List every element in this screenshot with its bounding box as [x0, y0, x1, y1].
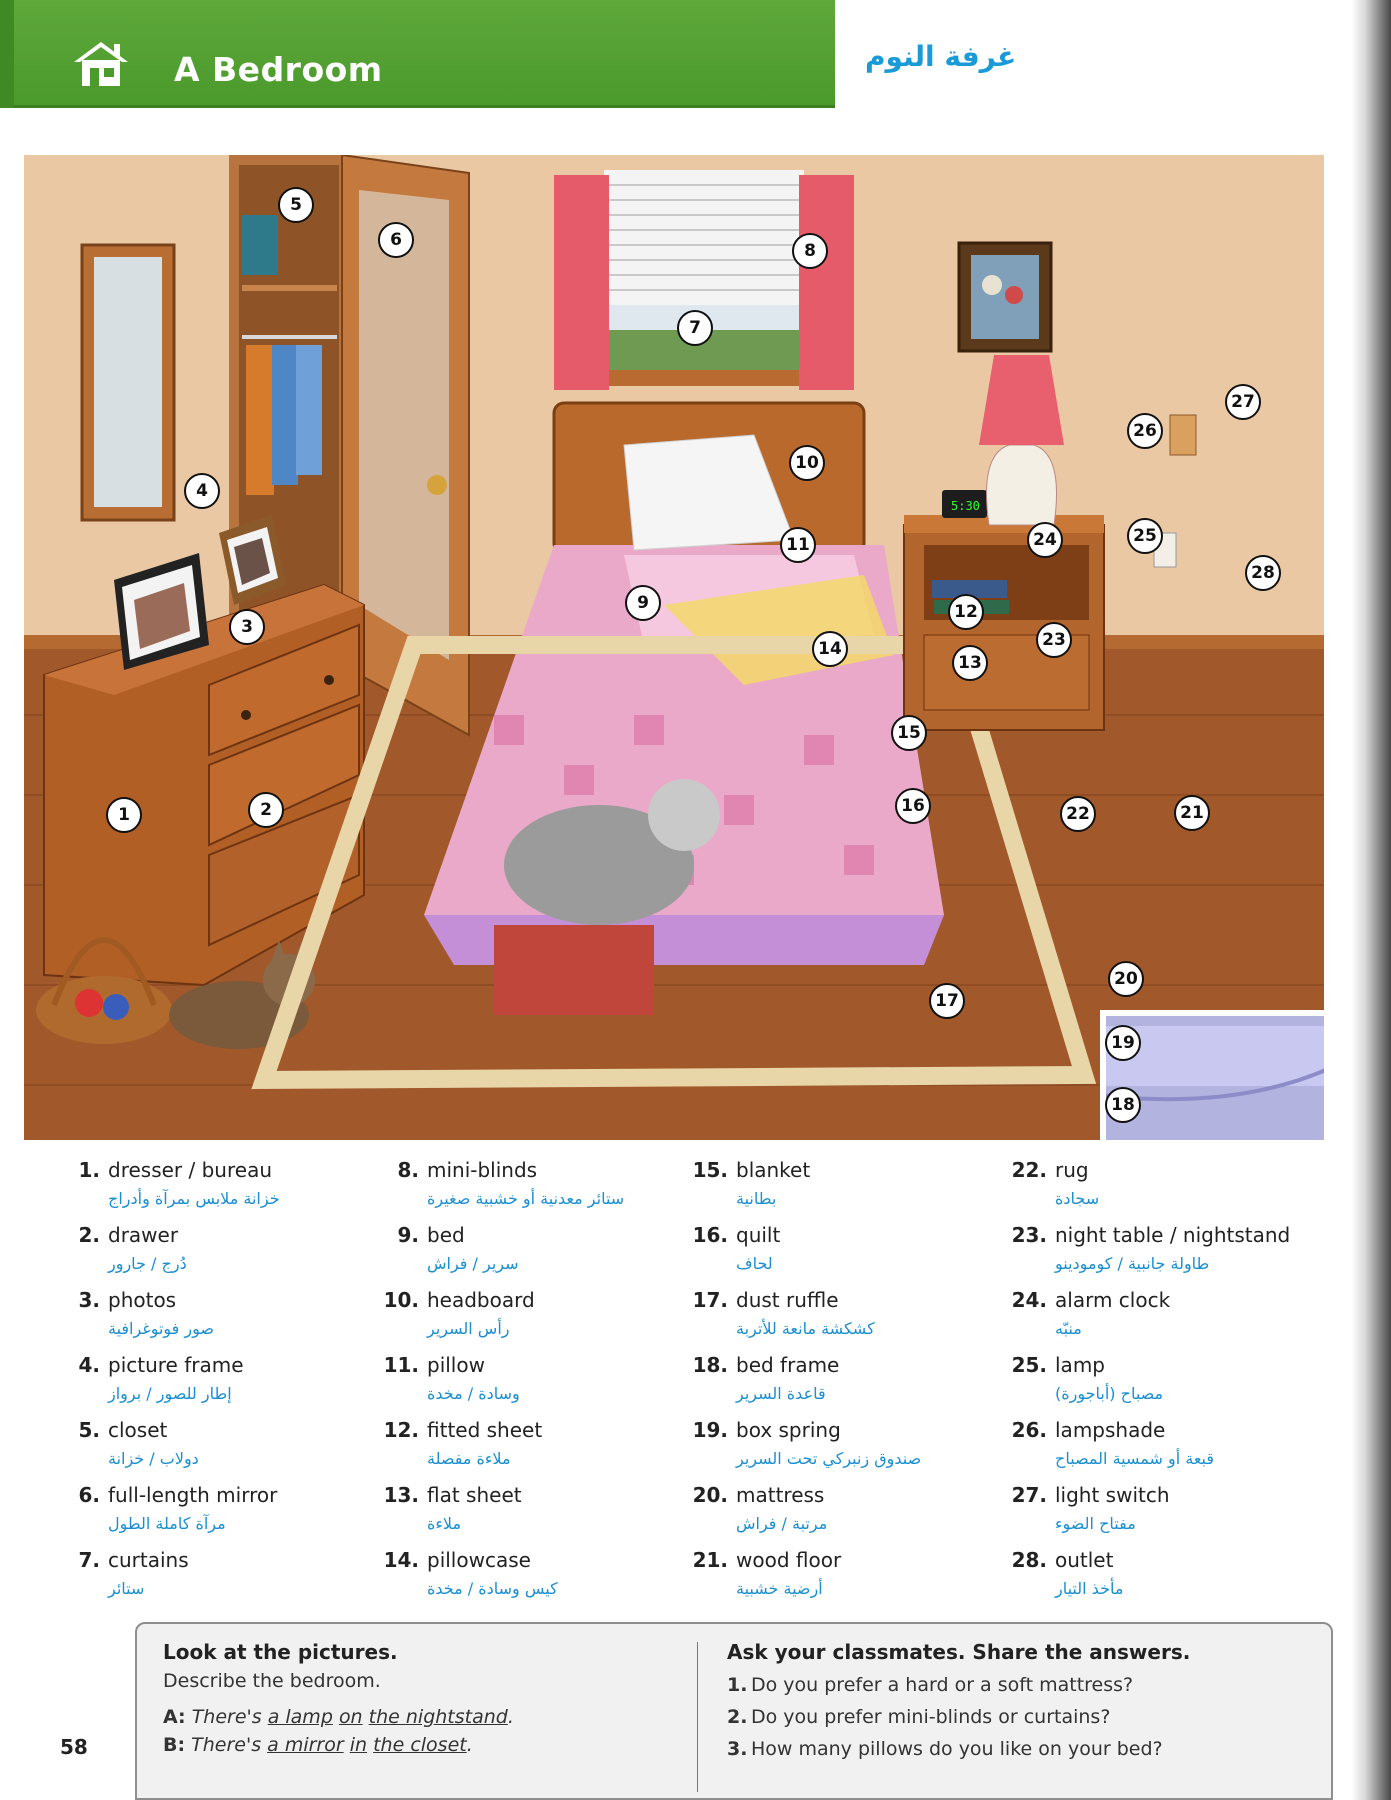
vocab-word: blanket [736, 1158, 811, 1182]
dialog-a-text: There's [191, 1706, 268, 1728]
light-switch [1170, 415, 1196, 455]
vocab-number: 12. [383, 1418, 419, 1442]
vocab-arabic: لحاف [736, 1254, 773, 1273]
vocab-number: 1. [78, 1158, 100, 1182]
vocab-number: 13. [383, 1483, 419, 1507]
woman-legs [494, 925, 654, 1015]
vocab-word: curtains [108, 1548, 189, 1572]
vocab-word: light switch [1055, 1483, 1170, 1507]
callout-2: 2 [248, 792, 284, 828]
vocab-number: 21. [692, 1548, 728, 1572]
vocab-arabic: دُرج / جارور [108, 1254, 187, 1273]
question-number: 3. [727, 1738, 748, 1760]
vocab-word: fitted sheet [427, 1418, 543, 1442]
vocab-number: 16. [692, 1223, 728, 1247]
vocab-number: 2. [78, 1223, 100, 1247]
activity-left-instruction: Describe the bedroom. [163, 1670, 381, 1692]
vocab-word: drawer [108, 1223, 179, 1247]
callout-9: 9 [625, 585, 661, 621]
page-title: A Bedroom [174, 50, 383, 89]
dialog-b-period: . [466, 1734, 473, 1756]
vocab-word: wood floor [736, 1548, 842, 1572]
question-text: Do you prefer a hard or a soft mattress? [751, 1674, 1134, 1696]
dialog-a-object: a lamp [267, 1706, 333, 1728]
vocab-number: 22. [1011, 1158, 1047, 1182]
callout-13: 13 [952, 645, 988, 681]
vocab-word: alarm clock [1055, 1288, 1171, 1312]
vocab-arabic: مأخذ التيار [1055, 1579, 1124, 1598]
question-item [727, 1706, 1287, 1728]
dialog-b-object: a mirror [267, 1734, 344, 1756]
dialog-a-period: . [507, 1706, 514, 1728]
vocab-item [684, 1418, 984, 1483]
activity-questions [727, 1640, 1287, 1760]
callout-21: 21 [1174, 795, 1210, 831]
callout-14: 14 [812, 631, 848, 667]
callout-11: 11 [780, 527, 816, 563]
vocab-word: box spring [736, 1418, 841, 1442]
curtain-right [799, 175, 854, 390]
vocab-arabic: دولاب / خزانة [108, 1449, 199, 1468]
vocab-item [375, 1353, 675, 1418]
door-knob [427, 475, 447, 495]
dialog-a-speaker: A: [163, 1706, 186, 1728]
vocab-arabic: مفتاح الضوء [1055, 1514, 1136, 1533]
vocab-item [684, 1223, 984, 1288]
vocab-item [1003, 1288, 1303, 1353]
vocab-word: lampshade [1055, 1418, 1166, 1442]
alarm-clock-display: 5:30 [951, 499, 980, 513]
vocab-item [56, 1418, 356, 1483]
callout-16: 16 [895, 788, 931, 824]
window-sill [584, 370, 824, 386]
vocab-item [56, 1548, 356, 1613]
vocab-arabic: أرضية خشبية [736, 1579, 823, 1598]
vocab-word: full-length mirror [108, 1483, 278, 1507]
vocab-word: closet [108, 1418, 168, 1442]
activity-describe [163, 1640, 683, 1756]
vocab-number: 11. [383, 1353, 419, 1377]
vocab-item [375, 1548, 675, 1613]
activity-divider [697, 1642, 698, 1792]
question-number: 2. [727, 1706, 748, 1728]
callout-27: 27 [1225, 384, 1261, 420]
callout-28: 28 [1245, 555, 1281, 591]
vocab-arabic: ملاءة مفصلة [427, 1449, 511, 1468]
vocab-item [375, 1418, 675, 1483]
vocab-number: 19. [692, 1418, 728, 1442]
dialog-b-place: the closet [373, 1734, 467, 1756]
vocab-arabic: كيس وسادة / مخدة [427, 1579, 558, 1598]
callout-5: 5 [278, 187, 314, 223]
vocab-number: 25. [1011, 1353, 1047, 1377]
vocabulary-column-1 [56, 1158, 356, 1613]
callout-6: 6 [378, 222, 414, 258]
dialog-line-b [163, 1734, 683, 1756]
dialog-line-a [163, 1706, 683, 1728]
vocab-item [1003, 1418, 1303, 1483]
vocab-word: headboard [427, 1288, 535, 1312]
page-title-arabic: غرفة النوم [865, 40, 1017, 73]
vocab-arabic: سرير / فراش [427, 1254, 519, 1273]
wall-mirror-glass [94, 257, 162, 507]
vocab-arabic: قبعة أو شمسية المصباح [1055, 1449, 1215, 1468]
header-accent-strip [0, 0, 14, 108]
vocab-number: 14. [383, 1548, 419, 1572]
vocab-item [684, 1158, 984, 1223]
painting [971, 255, 1039, 339]
vocab-item [1003, 1158, 1303, 1223]
callout-7: 7 [677, 310, 713, 346]
callout-20: 20 [1108, 961, 1144, 997]
callout-18: 18 [1105, 1087, 1141, 1123]
vocab-number: 18. [692, 1353, 728, 1377]
vocab-word: pillowcase [427, 1548, 531, 1572]
vocab-word: night table / nightstand [1055, 1223, 1291, 1247]
vocab-item [56, 1223, 356, 1288]
vocab-arabic: مصباح (أباجورة) [1055, 1384, 1164, 1403]
vocabulary-column-4 [1003, 1158, 1303, 1613]
woman-head [648, 779, 720, 851]
vocab-number: 20. [692, 1483, 728, 1507]
callout-3: 3 [229, 609, 265, 645]
vocabulary-list [0, 1158, 1391, 1608]
vocab-arabic: كشكشة مانعة للأتربة [736, 1319, 875, 1338]
vocab-arabic: إطار للصور / برواز [108, 1384, 232, 1403]
vocab-number: 9. [397, 1223, 419, 1247]
question-item [727, 1674, 1287, 1696]
activity-right-heading: Ask your classmates. Share the answers. [727, 1640, 1191, 1664]
question-text: Do you prefer mini-blinds or curtains? [751, 1706, 1111, 1728]
section-header-banner [0, 0, 835, 108]
vocab-word: bed [427, 1223, 465, 1247]
vocab-arabic: ملاءة [427, 1514, 462, 1533]
vocab-word: picture frame [108, 1353, 244, 1377]
vocab-number: 17. [692, 1288, 728, 1312]
bedroom-illustration [24, 155, 1324, 1140]
vocab-number: 15. [692, 1158, 728, 1182]
vocab-arabic: رأس السرير [427, 1319, 510, 1338]
vocab-number: 24. [1011, 1288, 1047, 1312]
vocab-item [375, 1288, 675, 1353]
vocab-item [375, 1223, 675, 1288]
vocab-number: 4. [78, 1353, 100, 1377]
question-text: How many pillows do you like on your bed? [751, 1738, 1163, 1760]
vocab-word: rug [1055, 1158, 1089, 1182]
vocab-item [1003, 1223, 1303, 1288]
vocab-number: 5. [78, 1418, 100, 1442]
vocab-number: 6. [78, 1483, 100, 1507]
callout-4: 4 [184, 473, 220, 509]
dialog-b-speaker: B: [163, 1734, 186, 1756]
vocab-word: flat sheet [427, 1483, 522, 1507]
question-number: 1. [727, 1674, 748, 1696]
dialog-a-preposition: on [338, 1706, 363, 1728]
vocab-item [684, 1548, 984, 1613]
vocab-word: quilt [736, 1223, 781, 1247]
callout-26: 26 [1127, 413, 1163, 449]
activity-left-heading: Look at the pictures. [163, 1640, 398, 1664]
vocab-word: lamp [1055, 1353, 1105, 1377]
vocab-item [684, 1288, 984, 1353]
vocab-number: 28. [1011, 1548, 1047, 1572]
dialog-b-text: There's [191, 1734, 268, 1756]
curtain-left [554, 175, 609, 390]
vocab-arabic: مرآة كاملة الطول [108, 1514, 226, 1533]
vocab-item [684, 1483, 984, 1548]
vocab-number: 26. [1011, 1418, 1047, 1442]
callout-19: 19 [1105, 1025, 1141, 1061]
dialog-a-place: the nightstand [368, 1706, 508, 1728]
vocab-item [684, 1353, 984, 1418]
dialog-b-preposition: in [349, 1734, 368, 1756]
vocab-arabic: مرتبة / فراش [736, 1514, 828, 1533]
vocab-item [56, 1483, 356, 1548]
vocab-item [56, 1353, 356, 1418]
vocab-item [375, 1158, 675, 1223]
callout-17: 17 [929, 983, 965, 1019]
vocab-item [1003, 1548, 1303, 1613]
full-length-mirror [359, 190, 449, 660]
vocab-number: 7. [78, 1548, 100, 1572]
vocab-word: dresser / bureau [108, 1158, 272, 1182]
vocab-number: 8. [397, 1158, 419, 1182]
vocab-word: mini-blinds [427, 1158, 538, 1182]
vocab-number: 27. [1011, 1483, 1047, 1507]
vocab-item [56, 1158, 356, 1223]
vocabulary-column-2 [375, 1158, 675, 1613]
vocab-word: dust ruffle [736, 1288, 839, 1312]
vocab-arabic: سجادة [1055, 1189, 1100, 1208]
vocab-arabic: ستائر [108, 1579, 145, 1598]
callout-23: 23 [1036, 622, 1072, 658]
vocab-arabic: بطانية [736, 1189, 777, 1208]
vocab-arabic: وسادة / مخدة [427, 1384, 520, 1403]
vocabulary-column-3 [684, 1158, 984, 1613]
page-number: 58 [60, 1735, 88, 1759]
callout-25: 25 [1127, 518, 1163, 554]
vocab-arabic: طاولة جانبية / كومودينو [1055, 1254, 1210, 1273]
callout-24: 24 [1027, 522, 1063, 558]
vocab-arabic: قاعدة السرير [736, 1384, 826, 1403]
vocab-arabic: ستائر معدنية أو خشبية صغيرة [427, 1189, 625, 1208]
vocab-word: mattress [736, 1483, 825, 1507]
callout-12: 12 [948, 594, 984, 630]
vocab-arabic: منبّه [1055, 1319, 1082, 1338]
vocab-item [1003, 1483, 1303, 1548]
question-item [727, 1738, 1287, 1760]
vocab-item [375, 1483, 675, 1548]
vocab-word: photos [108, 1288, 177, 1312]
vocab-arabic: صندوق زنبركي تحت السرير [736, 1449, 922, 1468]
vocab-item [56, 1288, 356, 1353]
activity-box [135, 1622, 1333, 1800]
lamp-base [987, 445, 1057, 525]
callout-22: 22 [1060, 796, 1096, 832]
vocab-word: pillow [427, 1353, 485, 1377]
callout-10: 10 [789, 445, 825, 481]
callout-15: 15 [891, 715, 927, 751]
lampshade [979, 355, 1064, 445]
vocab-arabic: خزانة ملابس بمرآة وأدراج [108, 1189, 280, 1208]
vocab-number: 3. [78, 1288, 100, 1312]
callout-8: 8 [792, 233, 828, 269]
vocab-word: bed frame [736, 1353, 840, 1377]
vocab-number: 23. [1011, 1223, 1047, 1247]
house-icon [70, 38, 132, 88]
vocab-word: outlet [1055, 1548, 1114, 1572]
vocab-arabic: صور فوتوغرافية [108, 1319, 214, 1338]
vocab-number: 10. [383, 1288, 419, 1312]
callout-1: 1 [106, 797, 142, 833]
vocab-item [1003, 1353, 1303, 1418]
